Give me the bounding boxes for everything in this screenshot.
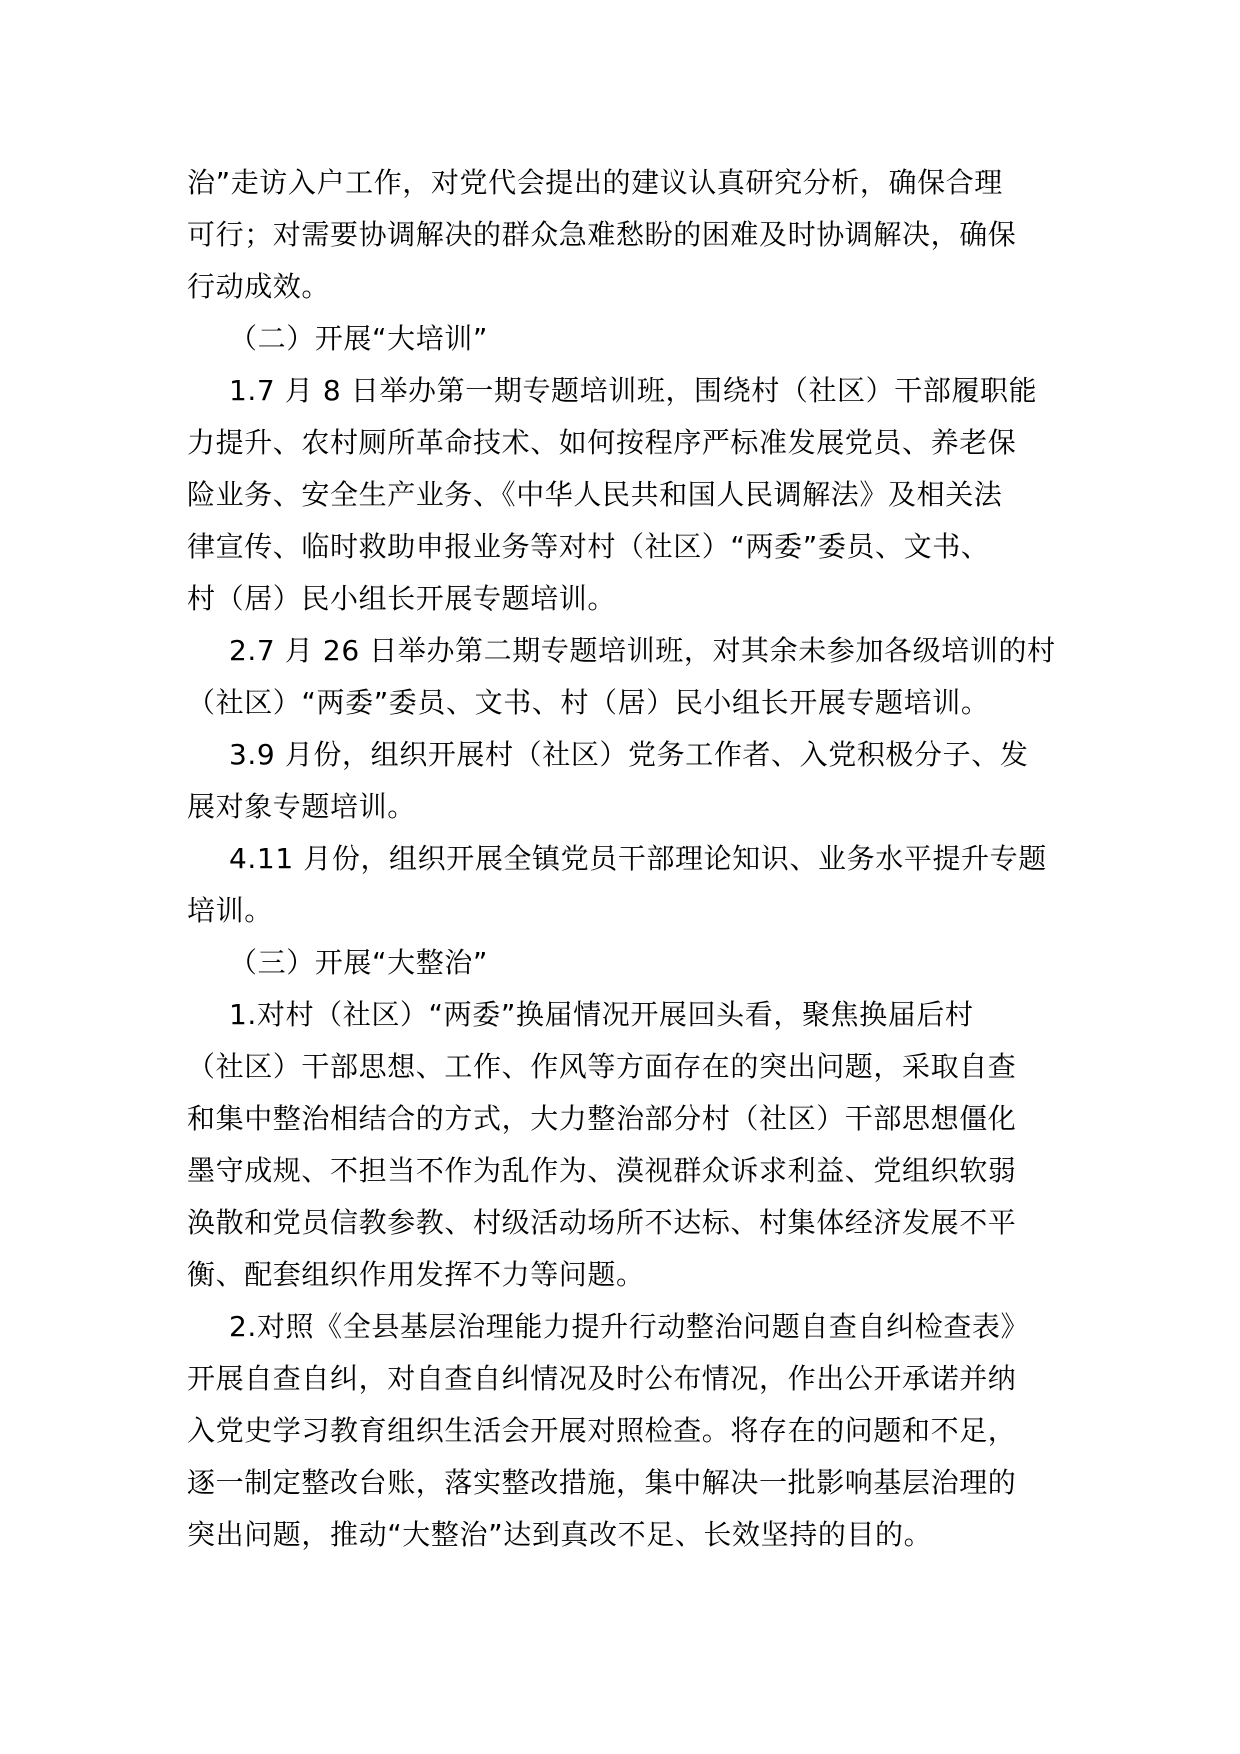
body-text-line: 培训。 (187, 894, 273, 927)
body-text-line: 和集中整治相结合的方式，大力整治部分村（社区）干部思想僵化 (187, 1102, 1017, 1135)
body-text-line: 2.对照《全县基层治理能力提升行动整治问题自查自纠检查表》 (229, 1310, 1030, 1343)
body-text-line: 1.对村（社区）“两委”换届情况开展回头看，聚焦换届后村 (229, 998, 974, 1031)
body-text-line: （社区）“两委”委员、文书、村（居）民小组长开展专题培训。 (187, 686, 990, 719)
body-text-line: 展对象专题培训。 (187, 790, 416, 823)
body-text-line: 力提升、农村厕所革命技术、如何按程序严标准发展党员、养老保 (187, 426, 1017, 459)
body-text-line: 开展自查自纠，对自查自纠情况及时公布情况，作出公开承诺并纳 (187, 1362, 1017, 1395)
body-text-line: 涣散和党员信教参教、村级活动场所不达标、村集体经济发展不平 (187, 1206, 1017, 1239)
body-text-line: 村（居）民小组长开展专题培训。 (187, 582, 617, 615)
section-heading-rectification: （三）开展“大整治” (229, 946, 489, 979)
body-text-line: 突出问题，推动“大整治”达到真改不足、长效坚持的目的。 (187, 1518, 933, 1551)
body-text-line: 墨守成规、不担当不作为乱作为、漠视群众诉求利益、党组织软弱 (187, 1154, 1017, 1187)
body-text-line: 4.11 月份，组织开展全镇党员干部理论知识、业务水平提升专题 (229, 842, 1047, 875)
body-text-line: 逐一制定整改台账，落实整改措施，集中解决一批影响基层治理的 (187, 1466, 1017, 1499)
body-text-line: 2.7 月 26 日举办第二期专题培训班，对其余未参加各级培训的村 (229, 634, 1056, 667)
body-text-line: 险业务、安全生产业务、《中华人民共和国人民调解法》及相关法 (187, 478, 1003, 511)
body-text-line: 治”走访入户工作，对党代会提出的建议认真研究分析，确保合理 (187, 166, 1003, 199)
document-body (187, 157, 1056, 1561)
section-heading-training: （二）开展“大培训” (229, 322, 489, 355)
body-text-line: 律宣传、临时救助申报业务等对村（社区）“两委”委员、文书、 (187, 530, 990, 563)
body-text-line: 行动成效。 (187, 270, 331, 303)
body-text-line: 可行；对需要协调解决的群众急难愁盼的困难及时协调解决，确保 (187, 218, 1017, 251)
body-text-line: 1.7 月 8 日举办第一期专题培训班，围绕村（社区）干部履职能 (229, 374, 1038, 407)
body-text-line: 衡、配套组织作用发挥不力等问题。 (187, 1258, 645, 1291)
body-text-line: （社区）干部思想、工作、作风等方面存在的突出问题，采取自查 (187, 1050, 1017, 1083)
body-text-line: 入党史学习教育组织生活会开展对照检查。将存在的问题和不足， (187, 1414, 1017, 1447)
body-text-line: 3.9 月份，组织开展村（社区）党务工作者、入党积极分子、发 (229, 738, 1029, 771)
